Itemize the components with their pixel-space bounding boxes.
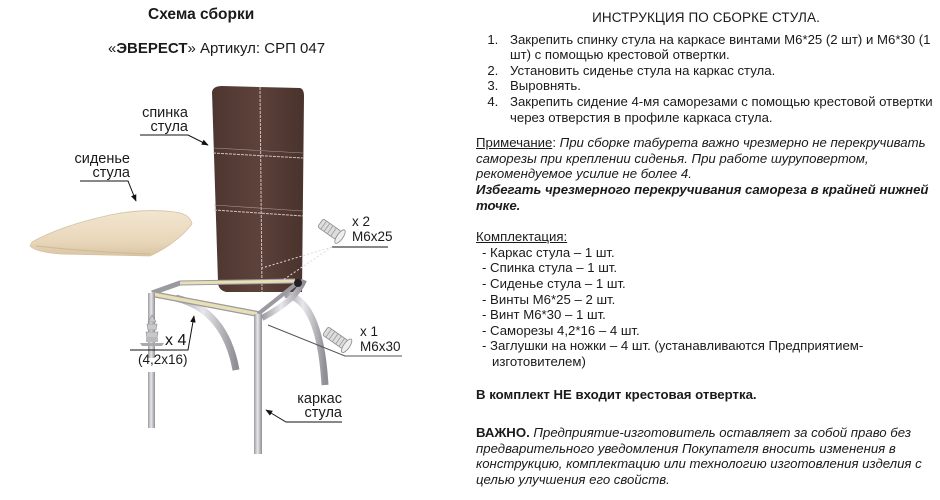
note-warning: Избегать чрезмерного перекручивания самореза в крайней нижней точке. — [476, 181, 929, 213]
label-frame-line1: каркас — [297, 391, 342, 407]
m6x30-size: M6x30 — [360, 339, 401, 354]
note-block — [476, 135, 936, 213]
product-subtitle — [108, 40, 325, 57]
kit-item: - Саморезы 4,2*16 – 4 шт. — [482, 322, 640, 338]
m6x25-qty: x 2 — [352, 214, 371, 229]
step-item: 3. Выровнять. — [502, 78, 936, 94]
label-frame-line2: стула — [304, 405, 342, 421]
label-seat-line1: сиденье — [74, 151, 130, 167]
note-text: При сборке табурета важно чрезмерно не перекручивать саморезы при креплении сиденья. При работе шуруповертом, рекомендуемое усилие не более 4. — [476, 135, 926, 182]
step-item: 1. Закрепить спинку стула на каркасе винтами М6*25 (2 шт) и М6*30 (1 шт) с помощью крестовой отвертки. — [502, 32, 936, 63]
m6x30-qty: x 1 — [360, 324, 379, 339]
label-chair-frame — [280, 392, 342, 420]
assembly-steps — [476, 32, 936, 126]
important-label: ВАЖНО. — [476, 425, 530, 441]
important-text: Предприятие-изготовитель оставляет за собой право без предварительного уведомления Покупателя вносить изменения в конструкцию, комплектацию или технологию изготовления изделия с целью улучшения его свойств. — [476, 425, 922, 487]
chair-back — [212, 86, 304, 292]
instructions-panel — [476, 0, 936, 487]
self-tapping-size: (4,2x16) — [138, 352, 188, 367]
step-item: 2. Установить сиденье стула на каркас стула. — [502, 63, 936, 79]
label-m6x30 — [360, 324, 401, 354]
kit-heading: Комплектация: — [476, 229, 568, 245]
label-back-line1: спинка — [142, 105, 188, 121]
chair-illustration — [0, 70, 460, 495]
label-chair-seat — [58, 152, 130, 180]
quote-close: » — [187, 40, 196, 57]
page-title: Схема сборки — [148, 6, 255, 23]
no-screwdriver-notice: В комплект НЕ входит крестовая отвертка. — [476, 387, 757, 403]
step-item: 4. Закрепить сидение 4-мя саморезами с помощью крестовой отвертки через отверстия в профиле каркаса стула. — [502, 94, 936, 125]
label-m6x25 — [352, 214, 393, 244]
label-back-line2: стула — [150, 119, 188, 135]
kit-item: - Сиденье стула – 1 шт. — [482, 275, 626, 291]
screw-m6x30-icon — [321, 324, 354, 354]
kit-item: - Заглушки на ножки – 4 шт. (устанавливаются Предприятием-изготовителем) — [482, 338, 864, 369]
label-seat-line2: стула — [92, 165, 130, 181]
kit-item: - Винт М6*30 – 1 шт. — [482, 307, 606, 323]
kit-list — [476, 245, 936, 370]
note-colon: : — [552, 135, 560, 151]
kit-item: - Каркас стула – 1 шт. — [482, 244, 615, 260]
model-name: ЭВЕРЕСТ — [116, 40, 188, 57]
important-notice — [476, 425, 936, 487]
m6x25-size: M6x25 — [352, 229, 393, 244]
screw-m6x25-icon — [316, 216, 347, 245]
self-tapping-qty: x 4 — [165, 332, 187, 349]
instructions-heading: ИНСТРУКЦИЯ ПО СБОРКЕ СТУЛА. — [592, 10, 820, 25]
kit-item: - Спинка стула – 1 шт. — [482, 260, 618, 276]
assembly-diagram — [0, 70, 460, 495]
kit-item: - Винты М6*25 – 2 шт. — [482, 291, 616, 307]
note-label: Примечание — [476, 135, 553, 151]
article-label: Артикул: — [195, 40, 265, 57]
article-code: СРП 047 — [264, 40, 326, 57]
quote-open: « — [108, 40, 117, 57]
chair-seat — [30, 211, 192, 256]
label-chair-back — [120, 106, 188, 134]
